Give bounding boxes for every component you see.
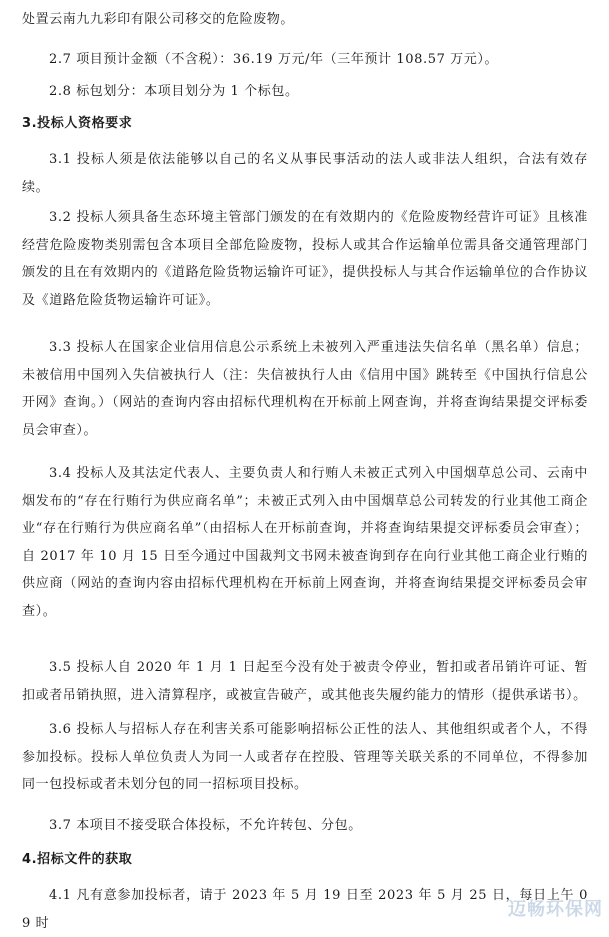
section-heading-3-qualifications: 3.投标人资格要求 xyxy=(22,116,133,131)
paragraph-3-5: 3.5 投标人自 2020 年 1 月 1 日起至今没有处于被责令停业，暂扣或者吊销许可证、暂扣或者吊销执照，进入清算程序，或被宣告破产，或其他丧失履约能力的情形（提供承诺书）。 xyxy=(22,660,588,703)
site-watermark: 迈畅环保网 xyxy=(508,899,603,920)
paragraph-3-3: 3.3 投标人在国家企业信用信息公示系统上未被列入严重违法失信名单（黑名单）信息；未被信用中国列入失信被执行人（注：失信被执行人由《信用中国》跳转至《中国执行信息公开网》查询。）（网站的查询内容由招标代理机构在开标前上网查询，并将查询结果提交评标委员会审查）。 xyxy=(22,340,588,438)
paragraph-3-1: 3.1 投标人须是依法能够以自己的名义从事民事活动的法人或非法人组织，合法有效存续。 xyxy=(22,152,588,195)
paragraph-4-1: 4.1 凡有意参加投标者，请于 2023 年 5 月 19 日至 2023 年 5 月 25 日，每日上午 09 时 xyxy=(22,888,588,931)
paragraph-3-7: 3.7 本项目不接受联合体投标，不允许转包、分包。 xyxy=(49,818,362,833)
paragraph-3-6: 3.6 投标人与招标人存在利害关系可能影响招标公正性的法人、其他组织或者个人，不得参加投标。投标人单位负责人为同一人或者存在控股、管理等关联关系的不同单位，不得参加同一包投标或者未划分包的同一招标项目投标。 xyxy=(22,722,588,792)
paragraph-2-7-estimated-amount: 2.7 项目预计金额（不含税）：36.19 万元/年（三年预计 108.57 万元）。 xyxy=(49,52,499,67)
paragraph-disposal-scope: 处置云南九九彩印有限公司移交的危险废物。 xyxy=(22,12,295,27)
paragraph-2-8-lot-division: 2.8 标包划分：本项目划分为 1 个标包。 xyxy=(49,84,299,99)
paragraph-3-4: 3.4 投标人及其法定代表人、主要负责人和行贿人未被正式列入中国烟草总公司、云南中烟发布的“存在行贿行为供应商名单”；未被正式列入由中国烟草总公司转发的行业其他工商企业“存在行贿行为供应商名单”（由招标人在开标前查询，并将查询结果提交评标委员会审查）；自 2017 年 10 月 15 日至今通过中国裁判文书网未被查询到存在向行业其他工商企业行贿的供应商（网站的查询内容由招标代理机构在开标前上网查询，并将查询结果提交评标委员会审查）。 xyxy=(22,466,588,619)
paragraph-3-2: 3.2 投标人须具备生态环境主管部门颁发的在有效期内的《危险废物经营许可证》且核准经营危险废物类别需包含本项目全部危险废物，投标人或其合作运输单位需具备交通管理部门颁发的且在有效期内的《道路危险货物运输许可证》，提供投标人与其合作运输单位的合作协议及《道路危险货物运输许可证》。 xyxy=(22,210,588,308)
section-heading-4-document-acquisition: 4.招标文件的获取 xyxy=(22,852,133,867)
